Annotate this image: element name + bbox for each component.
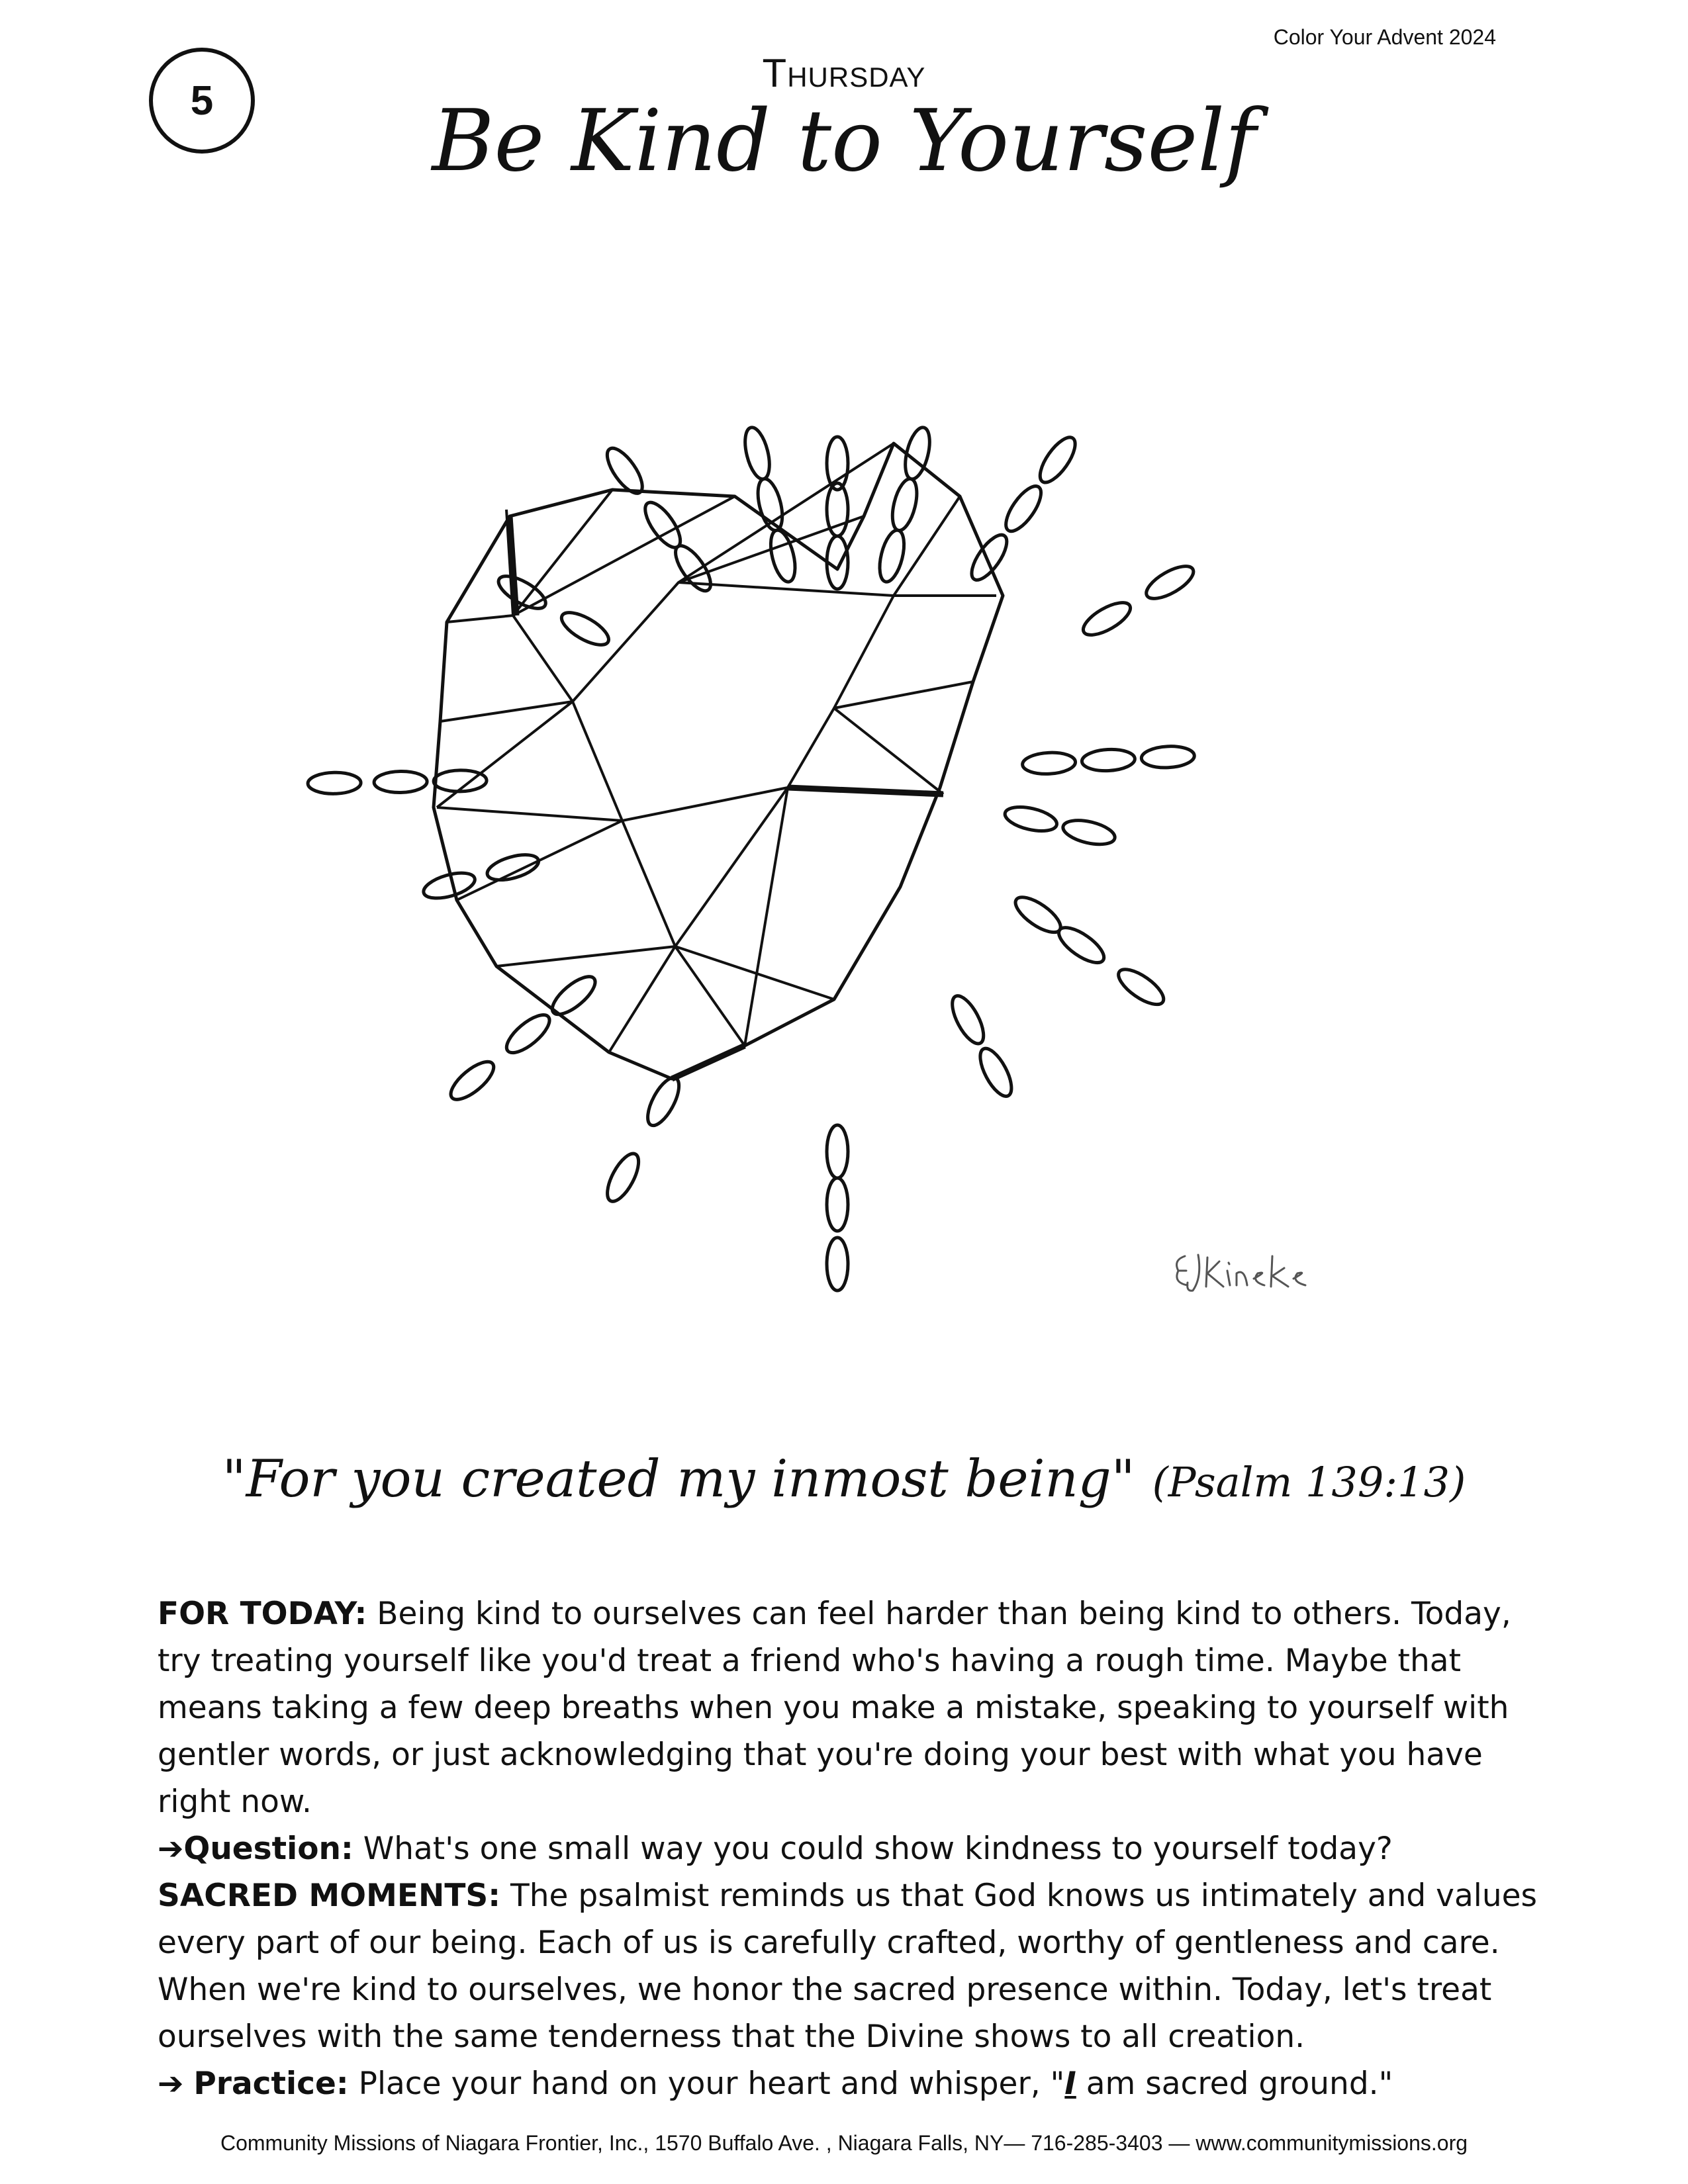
arrow-right-icon: ➔: [158, 2066, 184, 2102]
practice-text-before: Place your hand on your heart and whisper, ": [358, 2066, 1065, 2102]
question-text: What's one small way you could show kindness to yourself today?: [363, 1831, 1393, 1867]
ray-oval: [1054, 921, 1109, 969]
heart-gem-icon: [434, 443, 1003, 1079]
for-today-paragraph: [158, 1590, 1554, 1825]
ray-oval: [875, 527, 908, 584]
ray-oval: [557, 606, 613, 651]
ray-oval: [485, 850, 541, 885]
ray-oval: [827, 1238, 848, 1291]
ray-oval: [547, 970, 601, 1021]
sacred-moments-paragraph: [158, 1872, 1554, 2060]
heart-outline: [434, 443, 1003, 1079]
ray-oval: [501, 1009, 555, 1059]
ray-oval: [1113, 963, 1169, 1011]
devotional-body: [158, 1590, 1554, 2107]
practice-label: Practice:: [193, 2066, 349, 2102]
arrow-right-icon: ➔: [158, 1831, 184, 1867]
sacred-moments-text: The psalmist reminds us that God knows us intimately and values every part of our being. Each of us is carefully crafted, worthy of gentleness and care. When we're kind to ourselves, we honor the sacred presence within. Today, let's treat ourselves with the same tenderness that the Divine shows to all creation.: [158, 1878, 1538, 2055]
artist-signature: [1172, 1244, 1324, 1297]
verse-quote: "For you created my inmost being": [222, 1449, 1135, 1509]
ray-oval: [741, 425, 774, 481]
ray-oval: [308, 772, 361, 794]
ray-oval: [1060, 816, 1117, 848]
series-label: Color Your Advent 2024: [1273, 25, 1496, 49]
question-label: Question:: [183, 1831, 353, 1867]
ray-oval: [1082, 748, 1136, 772]
ray-oval: [1022, 751, 1076, 775]
signature-icon: [1172, 1244, 1324, 1297]
scripture-verse: [0, 1449, 1688, 1509]
ray-oval: [1078, 596, 1135, 641]
ray-oval: [827, 1178, 848, 1231]
for-today-text: Being kind to ourselves can feel harder than being kind to others. Today, try treating yourself like you'd treat a friend who's having a rough time. Maybe that means taking a few deep breaths when you make a mistake, speaking to yourself with gentler words, or just acknowledging that you're doing your best with what you have right now.: [158, 1596, 1511, 1820]
ray-oval: [888, 477, 921, 533]
ray-oval: [1142, 560, 1198, 605]
ray-oval: [1141, 745, 1196, 769]
ray-oval: [766, 527, 799, 584]
ray-oval: [1000, 481, 1047, 537]
question-paragraph: [158, 1825, 1554, 1872]
ray-oval: [1003, 803, 1059, 835]
verse-reference: (Psalm 139:13): [1152, 1458, 1466, 1506]
ray-oval: [641, 1073, 685, 1130]
for-today-label: FOR TODAY:: [158, 1596, 367, 1632]
ray-oval: [946, 991, 990, 1048]
heart-gem-illustration: [199, 225, 1489, 1370]
practice-text-after: am sacred ground.": [1076, 2066, 1393, 2102]
ray-oval: [601, 1149, 645, 1206]
facet-accent-3: [672, 1046, 745, 1079]
ray-oval: [1034, 432, 1082, 488]
gem-facets: [437, 443, 996, 1052]
footer-contact: Community Missions of Niagara Frontier, Inc., 1570 Buffalo Ave. , Niagara Falls, NY— 716-285-3403 — www.communitymissions.org: [220, 2131, 1468, 2155]
ray-oval: [445, 1056, 499, 1106]
ray-oval: [965, 529, 1013, 585]
ray-oval: [827, 1125, 848, 1178]
ray-oval: [374, 771, 428, 793]
practice-emphasis: I: [1064, 2066, 1076, 2102]
ray-oval: [494, 570, 550, 615]
facet-accent-1: [510, 516, 516, 615]
facet-accent-2: [788, 788, 943, 794]
weekday-heading: Thursday: [762, 51, 926, 95]
day-number: 5: [190, 77, 214, 124]
ray-oval: [974, 1044, 1017, 1101]
page-title: Be Kind to Yourself: [432, 92, 1256, 191]
sacred-moments-label: SACRED MOMENTS:: [158, 1878, 501, 1914]
practice-paragraph: [158, 2060, 1554, 2107]
